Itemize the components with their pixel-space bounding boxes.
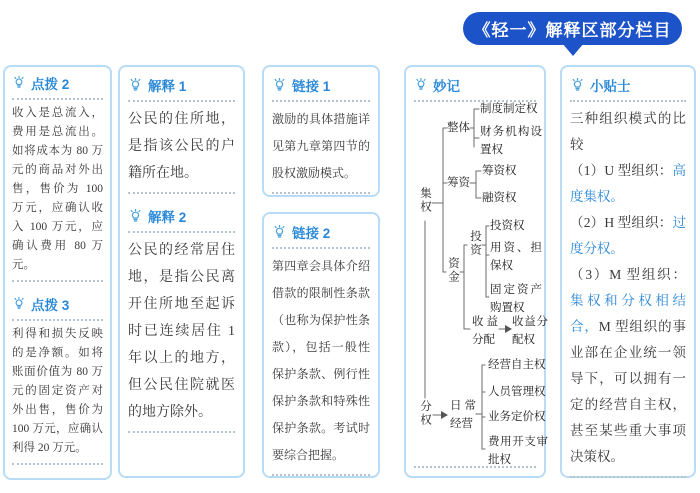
dianbo-2-title: 点拨 2 (31, 77, 70, 92)
item-3-highlight: 集权和分权相结合， (570, 293, 686, 334)
miaoji-title: 妙记 (433, 79, 460, 94)
lianjie-2-header (272, 222, 370, 242)
lianjie-1-panel (262, 65, 380, 197)
tree-node-yewu: 业务定价权 (488, 411, 546, 423)
tree-node-zijin: 资金 (447, 257, 459, 284)
dotted-divider (272, 192, 370, 194)
tree-node-chouziquan: 筹资权 (482, 165, 517, 177)
xiaotieshi-intro: 三种组织模式的比较 (570, 111, 686, 152)
miaoji-panel (404, 65, 546, 478)
lianjie-1-title: 链接 1 (292, 79, 331, 94)
tree-node-zhengti: 整体 (447, 122, 470, 134)
item-2-highlight: 过度分权。 (570, 215, 686, 256)
lightbulb-icon (128, 78, 143, 93)
lightbulb-icon (272, 78, 287, 93)
tree-node-zhidu: 制度制定权 (480, 103, 538, 115)
dianbo-2-body: 收入是总流入，费用是总流出。如将成本为 80 万元的商品对外出售，售价为 100 万元，应确认收入 100 万元，应确认费用 80 万元。 (12, 107, 103, 271)
lightbulb-icon (272, 225, 287, 240)
tree-node-touziquan: 投资权 (490, 220, 525, 232)
tree-node-touzi: 投资 (469, 230, 481, 257)
tree-node-feiyong: 费用开支审批权 (488, 436, 548, 466)
tree-node-guding: 固定资产购置权 (490, 284, 542, 314)
xiaotieshi-panel (560, 65, 696, 478)
dianbo-3-header (12, 294, 103, 314)
tree-node-richang: 日常经营 (450, 400, 476, 430)
dotted-divider (272, 474, 370, 476)
jieshi-2-body: 公民的经常居住地，是指公民离开住所地至起诉时已连续居住 1 年以上的地方，但公民住院就医的地方除外。 (128, 243, 235, 420)
dotted-divider (12, 280, 103, 282)
dotted-divider (272, 247, 370, 249)
dotted-divider (414, 466, 536, 468)
dotted-divider (12, 319, 103, 321)
dianbo-3-title: 点拨 3 (31, 298, 70, 313)
dotted-divider (12, 98, 103, 100)
xiaotieshi-title: 小贴士 (590, 79, 631, 94)
mnemonic-tree (406, 67, 548, 476)
lightbulb-icon (128, 209, 143, 224)
tree-node-jiquan: 集权 (419, 187, 431, 214)
tree-node-rongziquan: 融资权 (482, 192, 517, 204)
jieshi-2-title: 解释 2 (148, 210, 187, 225)
tree-node-shouyiquan: 收益分配权 (512, 316, 548, 346)
lightbulb-icon (12, 76, 26, 90)
lianjie-2-body: 第四章会具体介绍借款的限制性条款（也称为保护性条款），包括一般性保护条款、例行性保护条款和特殊性保护条款。考试时要综合把握。 (272, 259, 370, 462)
item-1-highlight: 高度集权。 (570, 163, 686, 204)
lianjie-2-panel (262, 212, 380, 478)
lianjie-1-body: 激励的具体措施详见第九章第四节的股权激励模式。 (272, 112, 370, 180)
jieshi-2-header (128, 206, 235, 226)
xiaotieshi-item-2 (570, 210, 686, 262)
tree-node-shouyi: 收益分配 (472, 316, 498, 346)
dotted-divider (12, 463, 103, 465)
dianbo-panel (3, 65, 112, 480)
dotted-divider (128, 100, 235, 102)
item-3-prefix: （3）M 型组织： (570, 267, 686, 282)
tree-node-yongzi: 用资、担保权 (490, 242, 542, 272)
callout-badge-label: 《轻一》解释区部分栏目 (473, 21, 672, 40)
callout-badge (463, 12, 682, 45)
dotted-divider (128, 431, 235, 433)
dotted-divider (570, 100, 686, 102)
jieshi-1-header (128, 75, 235, 95)
dianbo-3-body: 利得和损失反映的是净额。如将账面价值为 80 万元的固定资产对外出售，售价为 100 万元，应确认利得 20 万元。 (12, 328, 103, 454)
lightbulb-icon (570, 78, 585, 93)
item-1-prefix: （1）U 型组织： (570, 163, 673, 178)
xiaotieshi-item-1 (570, 158, 686, 210)
item-3-rest: M 型组织的事业部在企业统一领导下，可以拥有一定的经营自主权，甚至某些重大事项决策权。 (570, 319, 686, 464)
dotted-divider (128, 231, 235, 233)
xiaotieshi-item-3 (570, 262, 686, 470)
lianjie-2-title: 链接 2 (292, 226, 331, 241)
dianbo-2-header (12, 73, 103, 93)
xiaotieshi-header (570, 75, 686, 95)
tree-node-chouzi: 筹资 (447, 177, 470, 189)
lightbulb-icon (12, 297, 26, 311)
item-2-prefix: （2）H 型组织： (570, 215, 673, 230)
dotted-divider (272, 100, 370, 102)
jieshi-1-title: 解释 1 (148, 79, 187, 94)
jieshi-1-body: 公民的住所地，是指该公民的户籍所在地。 (128, 112, 235, 181)
lianjie-1-header (272, 75, 370, 95)
dotted-divider (570, 476, 686, 478)
dotted-divider (128, 192, 235, 194)
tree-node-jingying: 经营自主权 (488, 359, 546, 371)
tree-node-renyuan: 人员管理权 (488, 386, 546, 398)
tree-node-fenquan: 分权 (419, 400, 431, 427)
tree-node-caiwu: 财务机构设置权 (480, 126, 542, 156)
jieshi-panel (118, 65, 245, 478)
